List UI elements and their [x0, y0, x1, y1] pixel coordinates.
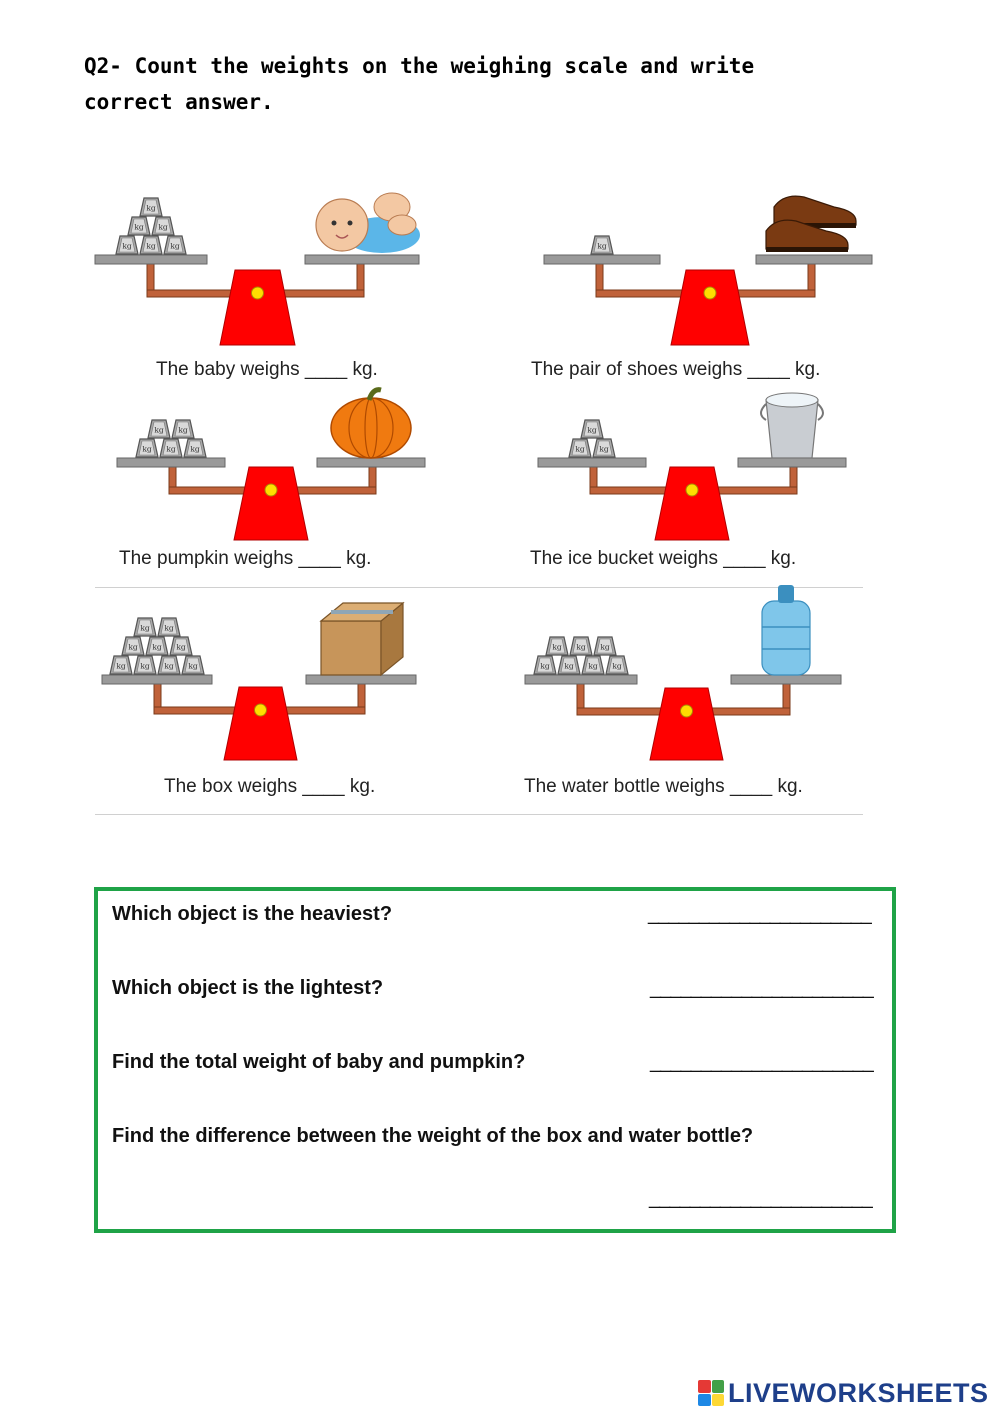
- scale-box: [102, 595, 442, 795]
- kg-weight: [122, 637, 144, 655]
- kg-weight: [152, 217, 174, 235]
- beam-post: [783, 681, 790, 712]
- svg-text:kg: kg: [164, 623, 174, 633]
- kg-weight: [164, 236, 186, 254]
- svg-text:kg: kg: [188, 661, 198, 671]
- svg-text:kg: kg: [599, 444, 609, 454]
- caption-baby: The baby weighs ____ kg.: [156, 359, 378, 380]
- beam-post: [596, 261, 603, 294]
- svg-text:kg: kg: [190, 444, 200, 454]
- fulcrum: [671, 270, 749, 345]
- liveworksheets-logo: [698, 1378, 989, 1408]
- divider: [95, 587, 863, 588]
- svg-text:kg: kg: [122, 241, 132, 251]
- scale-graphic: [538, 395, 878, 555]
- water-bottle-icon: [762, 585, 810, 675]
- kg-weight: [570, 637, 592, 655]
- scale-base: [538, 458, 846, 540]
- kg-weight: [591, 236, 613, 254]
- svg-text:kg: kg: [597, 241, 607, 251]
- svg-text:kg: kg: [587, 425, 597, 435]
- right-pan: [305, 255, 419, 264]
- svg-text:kg: kg: [576, 642, 586, 652]
- fulcrum: [234, 467, 308, 540]
- kg-weight: [128, 217, 150, 235]
- questions-box: [94, 887, 896, 1233]
- pivot: [265, 484, 277, 496]
- question-lightest: Which object is the lightest?: [112, 977, 384, 999]
- right-pan: [317, 458, 425, 467]
- left-pan: [102, 675, 212, 684]
- brand-logo-icon: [698, 1380, 724, 1406]
- scale-base: [95, 255, 419, 345]
- right-pan: [756, 255, 872, 264]
- svg-text:kg: kg: [158, 222, 168, 232]
- fulcrum: [224, 687, 297, 760]
- svg-text:kg: kg: [575, 444, 585, 454]
- kg-weight: [170, 637, 192, 655]
- svg-text:kg: kg: [140, 661, 150, 671]
- svg-text:kg: kg: [176, 642, 186, 652]
- kg-weight: [593, 439, 615, 457]
- weights-stack: [136, 390, 411, 458]
- svg-text:kg: kg: [116, 661, 126, 671]
- svg-text:kg: kg: [178, 425, 188, 435]
- svg-text:kg: kg: [146, 203, 156, 213]
- shoes-icon: [766, 196, 856, 252]
- kg-weight: [182, 656, 204, 674]
- fulcrum: [655, 467, 729, 540]
- brand-name: LIVEWORKSHEETS: [728, 1377, 989, 1408]
- scale-water-bottle: [525, 590, 865, 790]
- kg-weight: [136, 439, 158, 457]
- svg-text:kg: kg: [146, 241, 156, 251]
- svg-text:kg: kg: [134, 222, 144, 232]
- pivot: [704, 287, 716, 299]
- kg-weight: [160, 439, 182, 457]
- baby-icon: [316, 193, 420, 253]
- kg-weight: [116, 236, 138, 254]
- beam-post: [808, 261, 815, 294]
- kg-weight: [172, 420, 194, 438]
- beam-post: [357, 261, 364, 294]
- caption-water-bottle: The water bottle weighs ____ kg.: [524, 776, 803, 797]
- question-title: Q2- Count the weights on the weighing scale and write correct answer.: [84, 54, 755, 114]
- weights-stack: [534, 585, 810, 675]
- svg-text:kg: kg: [612, 661, 622, 671]
- pumpkin-icon: [331, 390, 411, 458]
- kg-weight: [134, 656, 156, 674]
- pivot: [255, 704, 267, 716]
- beam-post: [577, 681, 584, 712]
- beam-post: [147, 261, 154, 294]
- kg-weight: [558, 656, 580, 674]
- fulcrum: [650, 688, 723, 760]
- kg-weight: [110, 656, 132, 674]
- left-pan: [95, 255, 207, 264]
- svg-text:kg: kg: [142, 444, 152, 454]
- svg-text:kg: kg: [128, 642, 138, 652]
- svg-text:kg: kg: [154, 425, 164, 435]
- caption-box: The box weighs ____ kg.: [164, 776, 376, 797]
- kg-weight: [546, 637, 568, 655]
- right-pan: [738, 458, 846, 467]
- box-icon: [321, 603, 403, 675]
- question-total-weight: Find the total weight of baby and pumpkin?: [112, 1051, 526, 1073]
- ice-bucket-icon: [761, 393, 823, 458]
- kg-weight: [594, 637, 616, 655]
- left-pan: [538, 458, 646, 467]
- question-heaviest: Which object is the heaviest?: [112, 903, 393, 925]
- scale-base: [525, 675, 841, 760]
- scale-graphic: [544, 180, 884, 380]
- pivot: [681, 705, 693, 717]
- answer-line-heaviest[interactable]: ______________________: [648, 903, 871, 925]
- weights-stack: [591, 196, 856, 254]
- svg-text:kg: kg: [170, 241, 180, 251]
- answer-line-total-weight[interactable]: ______________________: [650, 1051, 873, 1073]
- kg-weight: [140, 198, 162, 216]
- svg-text:kg: kg: [540, 661, 550, 671]
- svg-text:kg: kg: [552, 642, 562, 652]
- scale-graphic: [525, 590, 865, 775]
- kg-weight: [158, 656, 180, 674]
- kg-weight: [148, 420, 170, 438]
- kg-weight: [581, 420, 603, 438]
- pivot: [686, 484, 698, 496]
- right-pan: [731, 675, 841, 684]
- scale-graphic: [102, 595, 442, 775]
- pivot: [252, 287, 264, 299]
- caption-ice-bucket: The ice bucket weighs ____ kg.: [530, 548, 797, 569]
- kg-weight: [582, 656, 604, 674]
- kg-weight: [534, 656, 556, 674]
- kg-weight: [606, 656, 628, 674]
- svg-text:kg: kg: [600, 642, 610, 652]
- scale-base: [102, 675, 416, 760]
- left-pan: [525, 675, 637, 684]
- left-pan: [544, 255, 660, 264]
- answer-line-lightest[interactable]: ______________________: [650, 977, 873, 999]
- svg-text:kg: kg: [588, 661, 598, 671]
- svg-text:kg: kg: [140, 623, 150, 633]
- caption-pumpkin: The pumpkin weighs ____ kg.: [119, 548, 372, 569]
- weights-stack: [110, 603, 403, 675]
- caption-shoes: The pair of shoes weighs ____ kg.: [531, 359, 821, 380]
- weights-stack: [569, 393, 823, 458]
- kg-weight: [569, 439, 591, 457]
- scale-graphic: [117, 395, 457, 555]
- scale-base: [544, 255, 872, 345]
- fulcrum: [220, 270, 295, 345]
- answer-line-difference[interactable]: ______________________: [649, 1187, 872, 1209]
- kg-weight: [158, 618, 180, 636]
- scale-baby: [95, 180, 435, 380]
- kg-weight: [140, 236, 162, 254]
- svg-text:kg: kg: [166, 444, 176, 454]
- kg-weight: [146, 637, 168, 655]
- right-pan: [306, 675, 416, 684]
- kg-weight: [184, 439, 206, 457]
- left-pan: [117, 458, 225, 467]
- scale-base: [117, 458, 425, 540]
- kg-weight: [134, 618, 156, 636]
- weights-stack: [116, 193, 420, 254]
- scale-shoes: [544, 180, 884, 380]
- scale-graphic: [95, 180, 435, 380]
- question-difference: Find the difference between the weight of the box and water bottle?: [112, 1125, 754, 1147]
- svg-text:kg: kg: [164, 661, 174, 671]
- divider: [95, 814, 863, 815]
- svg-text:kg: kg: [152, 642, 162, 652]
- svg-text:kg: kg: [564, 661, 574, 671]
